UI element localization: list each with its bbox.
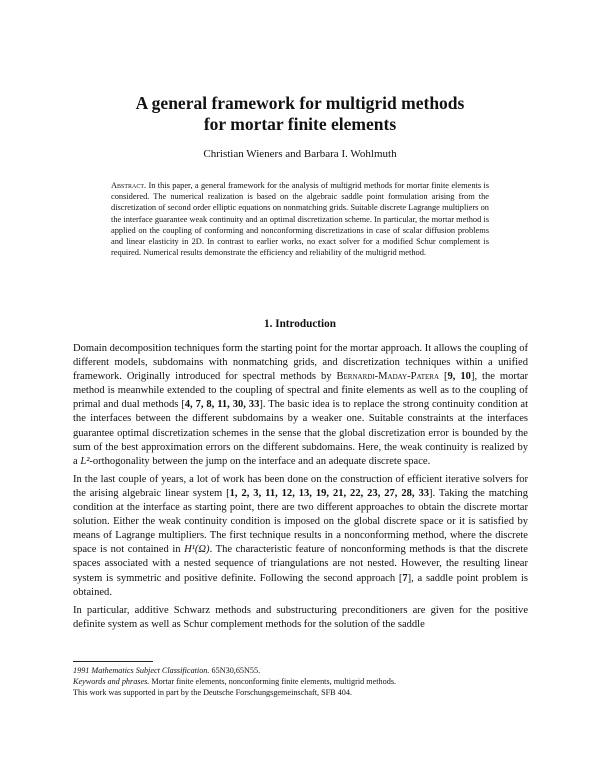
text-run: [ — [439, 371, 448, 383]
citation: 1, 2, 3, 11, 12, 13, 19, 21, 22, 23, 27, 28, 33 — [229, 487, 429, 499]
text-run: ], a saddle point problem is obtained. — [73, 572, 528, 598]
footnote-funding: This work was supported in part by the Deutsche Forschungsgemeinschaft, SFB 404. — [73, 688, 353, 697]
text-run: In the last couple of years, a lot of work has been done on the construction of efficient iterative solvers for the arising algebraic linear system [ — [73, 473, 528, 499]
footnote-rule — [73, 661, 153, 662]
authors: Christian Wieners and Barbara I. Wohlmuth — [203, 148, 397, 160]
citation: 9, 10 — [447, 371, 471, 383]
body-text — [73, 342, 528, 636]
text-run: . The characteristic feature of nonconforming methods is that the discrete spaces associated with a nested sequence of triangulations are not nested. However, the resulting linear system is symmetric and positive definite. Following the second approach [ — [73, 544, 528, 584]
text-run: Domain decomposition techniques form the starting point for the mortar approach. It allows the coupling of different models, subdomains with nonmatching grids, and discretization techniques within a unified framework. Originally introduced for spectral methods by — [73, 343, 528, 383]
footnote-text: Mortar finite elements, nonconforming finite elements, multigrid methods. — [149, 677, 397, 686]
paper-title — [70, 93, 530, 135]
math: L² — [80, 455, 90, 467]
footnote-text: 65N30,65N55. — [209, 666, 261, 675]
footnote-classification — [73, 665, 528, 676]
paragraph-3: In particular, additive Schwarz methods and substructuring preconditioners are given for the positive definite system as well as Schur complement methods for the solution of the saddle — [73, 604, 528, 630]
text-run: ]. Taking the matching condition at the interface as starting point, there are two different approaches to obtain the discrete mortar solution. Either the weak continuity condition is imposed on the global discrete space or it is satisfied by means of Lagrange multipliers. The first technique results in a nonconforming method, where the discrete space is not contained in — [73, 487, 528, 556]
title-line-2: for mortar finite elements — [203, 114, 397, 134]
author-name: Bernardi-Maday-Patera — [336, 371, 440, 383]
math: H¹(Ω) — [184, 544, 210, 556]
text-run: -orthogonality between the jump on the interface and an adequate discrete space. — [89, 455, 431, 467]
footnotes — [73, 665, 528, 698]
footnote-keywords — [73, 676, 528, 687]
title-line-1: A general framework for multigrid methods — [135, 93, 465, 113]
abstract-label: Abstract. — [111, 181, 147, 190]
paragraph-1 — [73, 342, 528, 469]
paragraph-2 — [73, 473, 528, 600]
text-run: ]. The basic idea is to replace the strong continuity condition at the interfaces between the different subdomains by a weaker one. Suitable constraints at the interfaces guarantee optimal discretization schemes in the sense that the global discretization error is bounded by the sum of the best approximation errors on the different subdomains. Here, the weak continuity is realized by a — [73, 399, 529, 467]
footnote-label: 1991 Mathematics Subject Classification. — [73, 666, 210, 675]
citation: 4, 7, 8, 11, 30, 33 — [184, 399, 260, 411]
text-run: ], the mortar method is meanwhile extended to the coupling of spectral and finite elements as well as to the coupling of primal and dual methods [ — [73, 371, 529, 411]
abstract-text: In this paper, a general framework for the analysis of multigrid methods for mortar finite elements is considered. The numerical realization is based on the algebraic saddle point formulation arising from the discretization of second order elliptic equations on nonmatching grids. Suitable discrete Lagrange multipliers on the interface guarantee weak continuity and an optimal discretization scheme. In particular, the mortar method is applied on the coupling of conforming and nonconforming discretizations in case of scalar diffusion problems and linear elasticity in 2D. In contrast to earlier works, no exact solver for a modified Schur complement is required. Numerical results demonstrate the efficiency and reliability of the multigrid method. — [111, 181, 490, 258]
section-heading: 1. Introduction — [264, 318, 336, 330]
footnote-label: Keywords and phrases. — [73, 677, 150, 686]
abstract — [111, 180, 489, 258]
citation: 7 — [402, 572, 408, 584]
